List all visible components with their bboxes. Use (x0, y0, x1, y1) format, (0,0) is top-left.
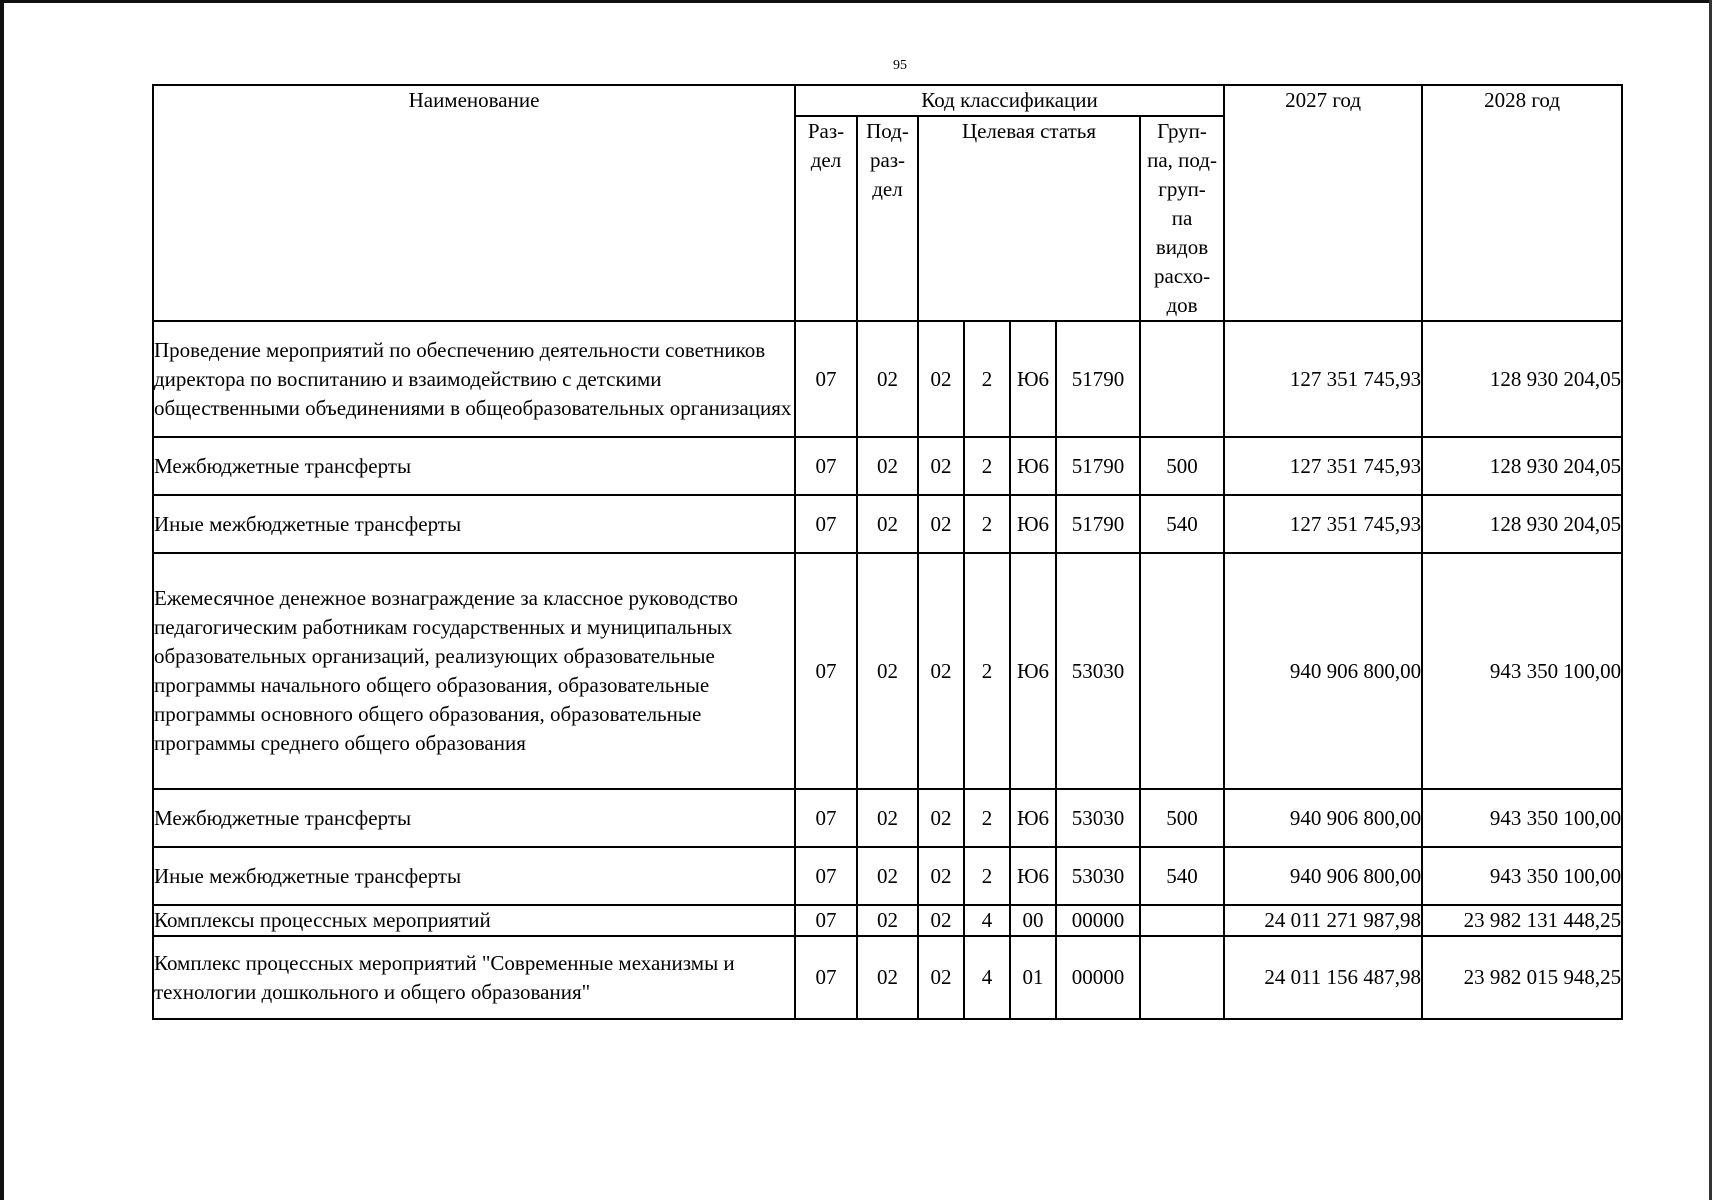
subsection-cell: 02 (857, 437, 918, 495)
target-article-part4-cell: 00000 (1056, 905, 1140, 936)
target-article-part1-cell: 02 (918, 437, 964, 495)
target-article-part3-cell: Ю6 (1010, 495, 1056, 553)
section-cell: 07 (795, 437, 857, 495)
target-article-part1-cell: 02 (918, 495, 964, 553)
header-year-2028: 2028 год (1422, 85, 1622, 321)
target-article-part3-cell: Ю6 (1010, 789, 1056, 847)
target-article-part2-cell: 4 (964, 936, 1010, 1019)
target-article-part2-cell: 2 (964, 553, 1010, 789)
header-year-2027: 2027 год (1224, 85, 1422, 321)
section-cell: 07 (795, 321, 857, 437)
row-name-cell: Иные межбюджетные трансферты (153, 847, 795, 905)
header-subsection: Под- раз- дел (857, 116, 918, 321)
amount-2027-cell: 127 351 745,93 (1224, 437, 1422, 495)
section-cell: 07 (795, 936, 857, 1019)
row-name-cell: Ежемесячное денежное вознаграждение за классное руководство педагогическим работникам государственных и муниципальных образовательных организаций, реализующих образовательные программы начального общего образования, образовательные программы основного общего образования, образовательные программы среднего общего образования (153, 553, 795, 789)
target-article-part4-cell: 51790 (1056, 495, 1140, 553)
target-article-part2-cell: 2 (964, 847, 1010, 905)
expense-group-cell (1140, 553, 1224, 789)
target-article-part3-cell: Ю6 (1010, 321, 1056, 437)
scan-edge-left (0, 0, 4, 1200)
target-article-part3-cell: 01 (1010, 936, 1056, 1019)
table-row (153, 789, 1622, 847)
header-classification: Код классификации (795, 85, 1224, 116)
section-cell: 07 (795, 495, 857, 553)
target-article-part3-cell: Ю6 (1010, 847, 1056, 905)
target-article-part2-cell: 2 (964, 437, 1010, 495)
amount-2027-cell: 940 906 800,00 (1224, 789, 1422, 847)
expense-group-cell (1140, 321, 1224, 437)
table-row (153, 495, 1622, 553)
expense-group-cell: 500 (1140, 789, 1224, 847)
target-article-part2-cell: 2 (964, 321, 1010, 437)
section-cell: 07 (795, 553, 857, 789)
target-article-part1-cell: 02 (918, 847, 964, 905)
target-article-part4-cell: 51790 (1056, 437, 1140, 495)
table-row (153, 905, 1622, 936)
target-article-part1-cell: 02 (918, 789, 964, 847)
amount-2028-cell: 943 350 100,00 (1422, 789, 1622, 847)
section-cell: 07 (795, 847, 857, 905)
amount-2027-cell: 24 011 271 987,98 (1224, 905, 1422, 936)
target-article-part1-cell: 02 (918, 936, 964, 1019)
target-article-part3-cell: 00 (1010, 905, 1056, 936)
expense-group-cell: 540 (1140, 495, 1224, 553)
subsection-cell: 02 (857, 553, 918, 789)
expense-group-cell: 540 (1140, 847, 1224, 905)
amount-2028-cell: 128 930 204,05 (1422, 495, 1622, 553)
subsection-cell: 02 (857, 936, 918, 1019)
row-name-cell: Проведение мероприятий по обеспечению деятельности советников директора по воспитанию и взаимодействию с детскими общественными объединениями в общеобразовательных организациях (153, 321, 795, 437)
amount-2028-cell: 943 350 100,00 (1422, 553, 1622, 789)
target-article-part2-cell: 2 (964, 495, 1010, 553)
target-article-part4-cell: 53030 (1056, 553, 1140, 789)
scan-edge-top (0, 0, 1712, 3)
budget-table (152, 84, 1623, 1020)
row-name-cell: Комплексы процессных мероприятий (153, 905, 795, 936)
amount-2027-cell: 24 011 156 487,98 (1224, 936, 1422, 1019)
expense-group-cell (1140, 905, 1224, 936)
target-article-part1-cell: 02 (918, 905, 964, 936)
header-name: Наименование (153, 85, 795, 321)
subsection-cell: 02 (857, 847, 918, 905)
amount-2028-cell: 23 982 131 448,25 (1422, 905, 1622, 936)
target-article-part1-cell: 02 (918, 321, 964, 437)
amount-2028-cell: 23 982 015 948,25 (1422, 936, 1622, 1019)
target-article-part4-cell: 51790 (1056, 321, 1140, 437)
subsection-cell: 02 (857, 905, 918, 936)
subsection-cell: 02 (857, 789, 918, 847)
target-article-part1-cell: 02 (918, 553, 964, 789)
target-article-part3-cell: Ю6 (1010, 553, 1056, 789)
table-row (153, 553, 1622, 789)
subsection-cell: 02 (857, 495, 918, 553)
row-name-cell: Комплекс процессных мероприятий "Современные механизмы и технологии дошкольного и общего образования" (153, 936, 795, 1019)
header-target-article: Целевая статья (918, 116, 1140, 321)
row-name-cell: Межбюджетные трансферты (153, 437, 795, 495)
section-cell: 07 (795, 905, 857, 936)
header-expense-group: Груп- па, под- груп- па видов расхо- дов (1140, 116, 1224, 321)
amount-2028-cell: 943 350 100,00 (1422, 847, 1622, 905)
target-article-part4-cell: 53030 (1056, 789, 1140, 847)
row-name-cell: Иные межбюджетные трансферты (153, 495, 795, 553)
section-cell: 07 (795, 789, 857, 847)
target-article-part2-cell: 4 (964, 905, 1010, 936)
amount-2027-cell: 940 906 800,00 (1224, 553, 1422, 789)
amount-2028-cell: 128 930 204,05 (1422, 321, 1622, 437)
expense-group-cell: 500 (1140, 437, 1224, 495)
table-row (153, 936, 1622, 1019)
amount-2027-cell: 127 351 745,93 (1224, 495, 1422, 553)
amount-2027-cell: 940 906 800,00 (1224, 847, 1422, 905)
row-name-cell: Межбюджетные трансферты (153, 789, 795, 847)
subsection-cell: 02 (857, 321, 918, 437)
table-row (153, 437, 1622, 495)
target-article-part2-cell: 2 (964, 789, 1010, 847)
amount-2028-cell: 128 930 204,05 (1422, 437, 1622, 495)
target-article-part4-cell: 53030 (1056, 847, 1140, 905)
amount-2027-cell: 127 351 745,93 (1224, 321, 1422, 437)
expense-group-cell (1140, 936, 1224, 1019)
header-section: Раз- дел (795, 116, 857, 321)
table-row (153, 321, 1622, 437)
target-article-part3-cell: Ю6 (1010, 437, 1056, 495)
table-row (153, 847, 1622, 905)
target-article-part4-cell: 00000 (1056, 936, 1140, 1019)
page-number: 95 (893, 58, 907, 73)
